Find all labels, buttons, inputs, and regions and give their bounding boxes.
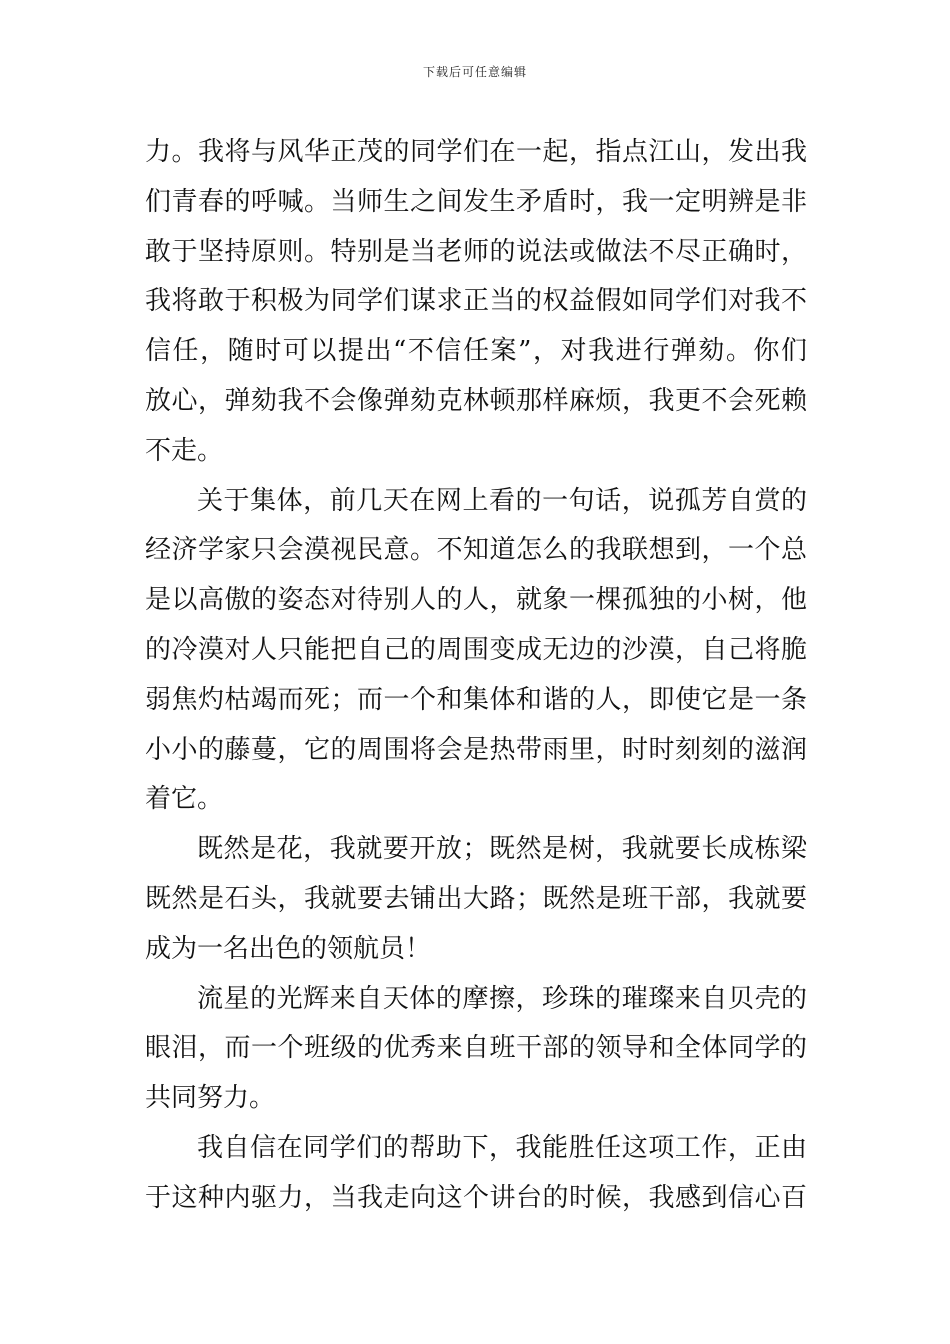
text-line: 弱焦灼枯竭而死；而一个和集体和谐的人，即使它是一条 xyxy=(145,684,807,715)
text-line: 小小的藤蔓，它的周围将会是热带雨里，时时刻刻的滋润 xyxy=(145,734,807,765)
paragraph-first-line: 流星的光辉来自天体的摩擦，珍珠的璀璨来自贝壳的 xyxy=(197,983,807,1014)
text-line: 经济学家只会漠视民意。不知道怎么的我联想到，一个总 xyxy=(145,535,807,566)
text-line: 于这种内驱力，当我走向这个讲台的时候，我感到信心百 xyxy=(145,1182,807,1213)
text-line: 着它。 xyxy=(145,784,224,815)
text-line: 成为一名出色的领航员！ xyxy=(145,933,432,964)
document-body xyxy=(145,128,807,1224)
text-line: 力。我将与风华正茂的同学们在一起，指点江山，发出我 xyxy=(145,137,807,167)
text-line: 们青春的呼喊。当师生之间发生矛盾时，我一定明辨是非 xyxy=(145,186,807,217)
text-line: 信任，随时可以提出“不信任案”，对我进行弹劾。你们 xyxy=(145,336,807,367)
text-line: 共同努力。 xyxy=(145,1083,276,1114)
paragraph-first-line: 关于集体，前几天在网上看的一句话，说孤芳自赏的 xyxy=(197,485,807,516)
text-line: 敢于坚持原则。特别是当老师的说法或做法不尽正确时， xyxy=(145,236,807,267)
page-header: 下载后可任意编辑 xyxy=(422,65,527,79)
text-line: 既然是石头，我就要去铺出大路；既然是班干部，我就要 xyxy=(145,883,807,914)
text-line: 是以高傲的姿态对待别人的人，就象一棵孤独的小树，他 xyxy=(145,585,807,616)
paragraph-first-line: 我自信在同学们的帮助下，我能胜任这项工作，正由 xyxy=(197,1132,807,1163)
text-line: 我将敢于积极为同学们谋求正当的权益假如同学们对我不 xyxy=(145,286,807,317)
text-line: 不走。 xyxy=(145,435,224,466)
text-line: 眼泪，而一个班级的优秀来自班干部的领导和全体同学的 xyxy=(145,1033,807,1064)
text-line: 的冷漠对人只能把自己的周围变成无边的沙漠，自己将脆 xyxy=(145,634,807,665)
text-line: 放心，弹劾我不会像弹劾克林顿那样麻烦，我更不会死赖 xyxy=(145,385,807,416)
paragraph-first-line: 既然是花，我就要开放；既然是树，我就要长成栋梁 xyxy=(197,834,807,865)
